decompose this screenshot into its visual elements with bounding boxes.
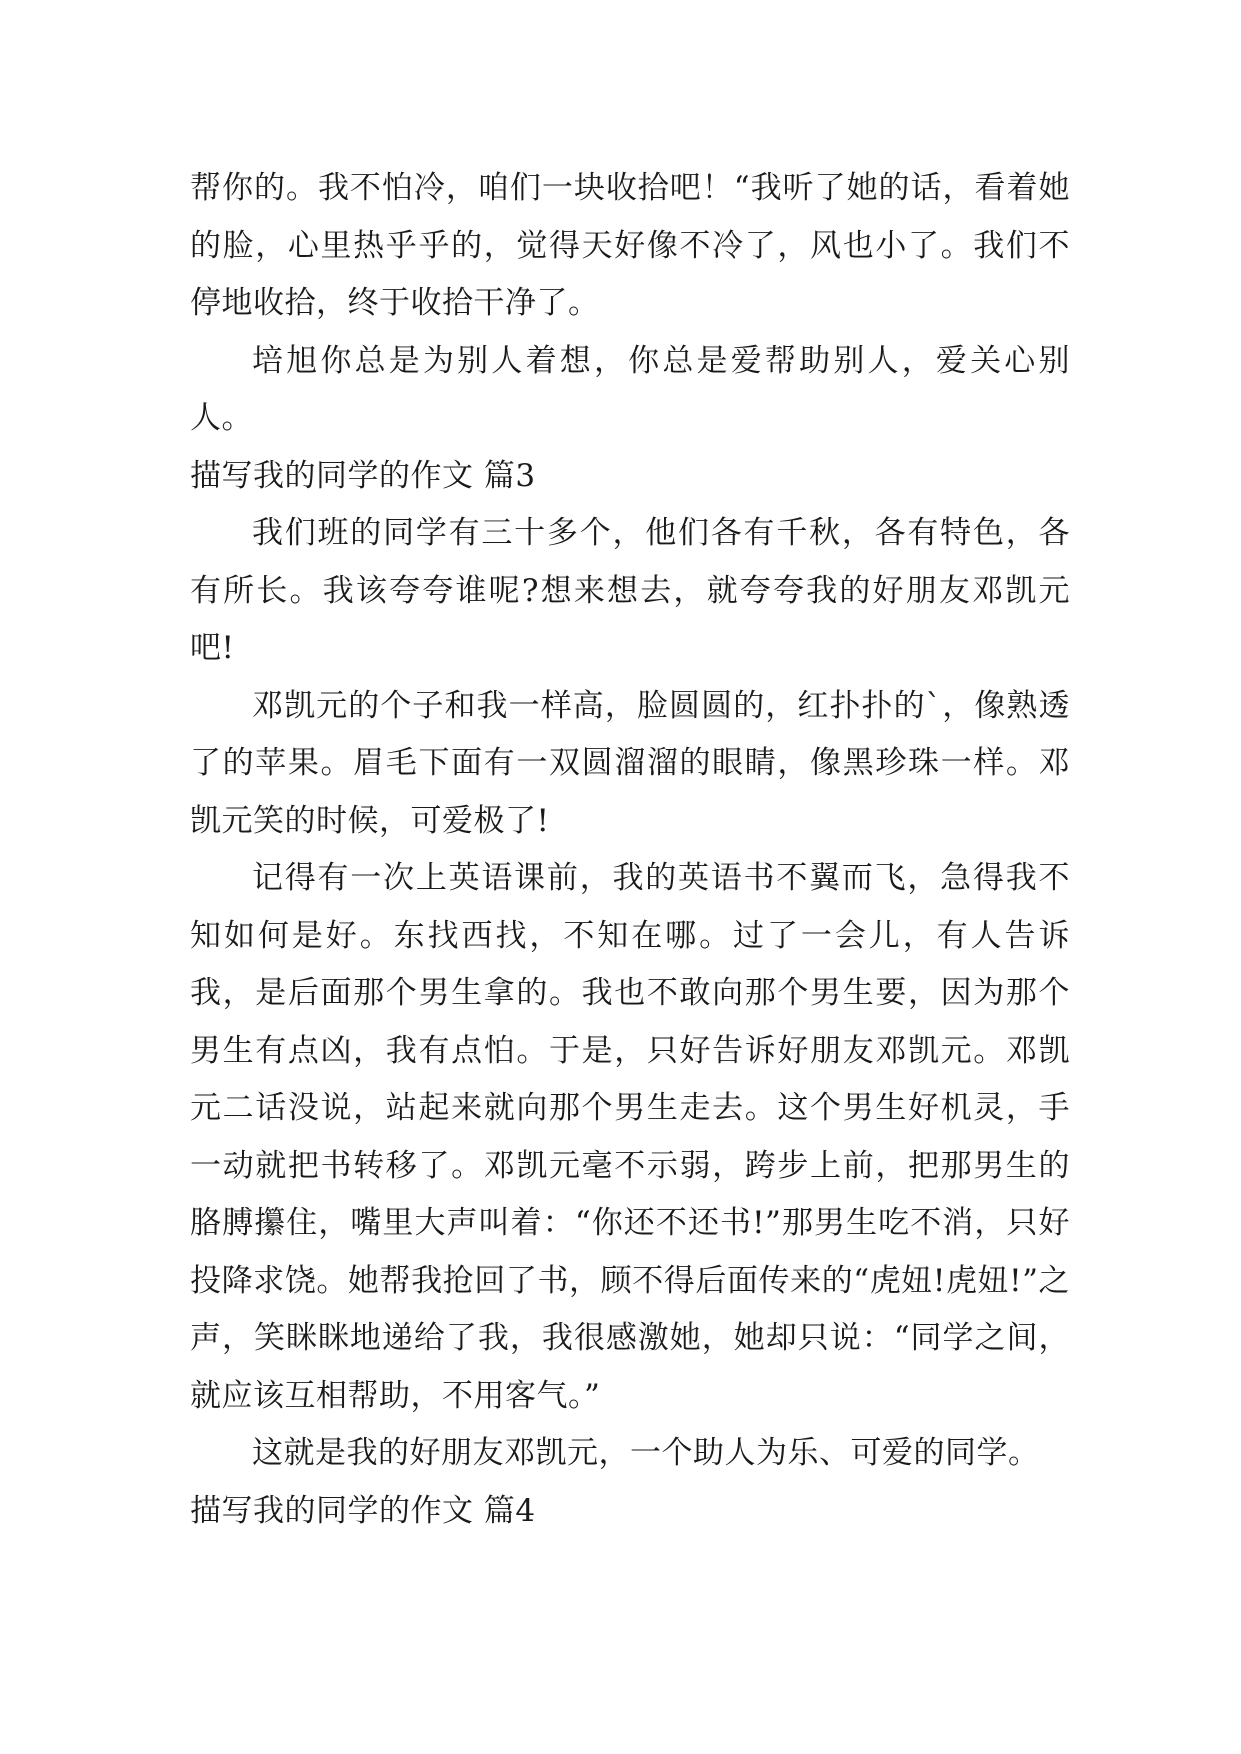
paragraph: 我们班的同学有三十多个，他们各有千秋，各有特色，各有所长。我该夸夸谁呢?想来想去，就夸夸我的好朋友邓凯元吧! — [190, 515, 1070, 666]
document-body — [190, 160, 1070, 1540]
section-heading: 描写我的同学的作文 篇4 — [190, 1492, 536, 1529]
paragraph-continuation: 帮你的。我不怕冷，咱们一块收拾吧！“我听了她的话，看着她的脸，心里热乎乎的，觉得天好像不冷了，风也小了。我们不停地收拾，终于收拾干净了。 — [190, 170, 1070, 321]
paragraph: 邓凯元的个子和我一样高，脸圆圆的，红扑扑的`，像熟透了的苹果。眉毛下面有一双圆溜溜的眼睛，像黑珍珠一样。邓凯元笑的时候，可爱极了! — [190, 687, 1070, 839]
section-heading: 描写我的同学的作文 篇3 — [190, 457, 536, 494]
paragraph: 这就是我的好朋友邓凯元，一个助人为乐、可爱的同学。 — [252, 1435, 1040, 1471]
paragraph: 记得有一次上英语课前，我的英语书不翼而飞，急得我不知如何是好。东找西找，不知在哪。过了一会儿，有人告诉我，是后面那个男生拿的。我也不敢向那个男生要，因为那个男生有点凶，我有点怕。于是，只好告诉好朋友邓凯元。邓凯元二话没说，站起来就向那个男生走去。这个男生好机灵，手一动就把书转移了。邓凯元毫不示弱，跨步上前，把那男生的胳膊攥住，嘴里大声叫着：“你还不还书!”那男生吃不消，只好投降求饶。她帮我抢回了书，顾不得后面传来的“虎妞!虎妞!”之声，笑眯眯地递给了我，我很感激她，她却只说：“同学之间，就应该互相帮助，不用客气。” — [190, 860, 1070, 1414]
paragraph: 培旭你总是为别人着想，你总是爱帮助别人，爱关心别人。 — [190, 342, 1070, 436]
